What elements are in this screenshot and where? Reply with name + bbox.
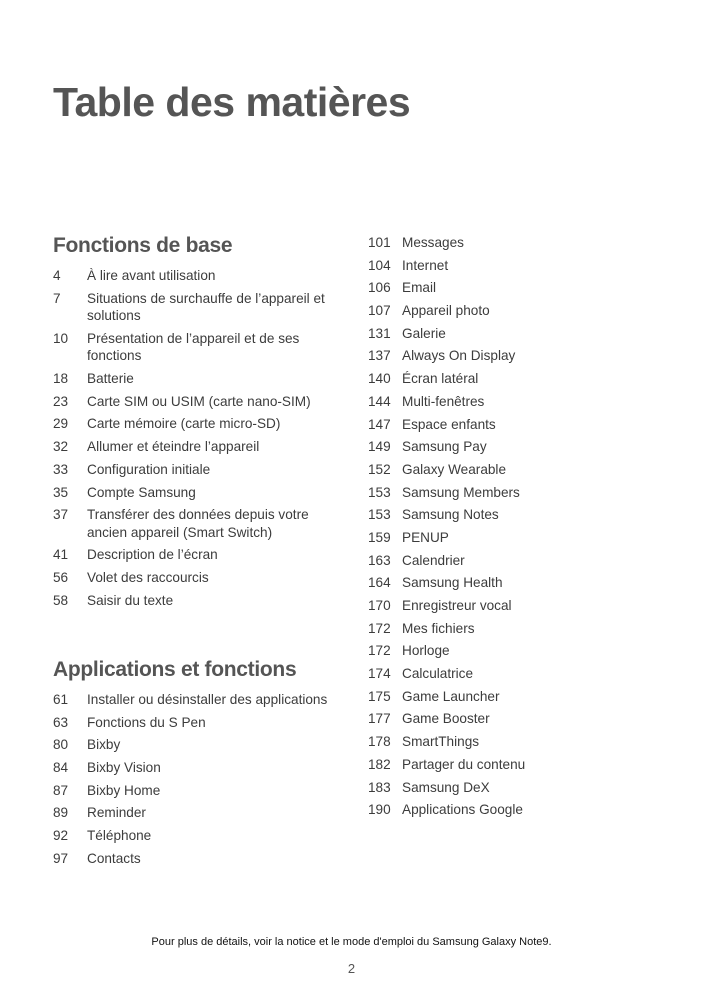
- toc-page-number: 10: [53, 330, 69, 346]
- toc-list-apps-continued: [368, 234, 668, 824]
- toc-entry-label: Carte SIM ou USIM (carte nano-SIM): [87, 393, 311, 409]
- toc-page-number: 152: [368, 461, 391, 477]
- toc-page-number: 104: [368, 257, 391, 273]
- toc-entry-label: Samsung Pay: [402, 439, 487, 455]
- toc-entry[interactable]: [53, 714, 343, 732]
- toc-page-number: 174: [368, 666, 391, 682]
- toc-page-number: 97: [53, 850, 69, 866]
- toc-entry-label: Horloge: [402, 643, 450, 659]
- toc-page-number: 177: [368, 711, 391, 727]
- toc-page-number: 37: [53, 507, 69, 523]
- toc-entry[interactable]: [53, 569, 343, 587]
- toc-entry-label: Samsung Members: [402, 484, 520, 500]
- toc-entry-label: Internet: [402, 257, 449, 273]
- toc-entry-label: Email: [402, 280, 436, 296]
- toc-entry[interactable]: [53, 438, 343, 456]
- toc-page-number: 144: [368, 393, 391, 409]
- toc-page-number: 183: [368, 779, 391, 795]
- toc-page-number: 35: [53, 484, 69, 500]
- toc-entry[interactable]: [368, 756, 668, 774]
- toc-entry[interactable]: [53, 782, 343, 800]
- toc-entry[interactable]: [368, 279, 668, 297]
- toc-entry[interactable]: [368, 416, 668, 434]
- toc-entry[interactable]: [368, 801, 668, 819]
- toc-entry[interactable]: [368, 393, 668, 411]
- toc-entry[interactable]: [53, 592, 343, 610]
- toc-entry[interactable]: [368, 552, 668, 570]
- toc-entry-label: Mes fichiers: [402, 620, 475, 636]
- toc-entry-label: Game Launcher: [402, 688, 500, 704]
- toc-entry[interactable]: [368, 733, 668, 751]
- toc-entry-label: Allumer et éteindre l’appareil: [87, 439, 260, 455]
- toc-page-number: 153: [368, 484, 391, 500]
- toc-page-number: 61: [53, 692, 69, 707]
- toc-entry[interactable]: [368, 234, 668, 252]
- toc-entry[interactable]: [368, 620, 668, 638]
- toc-page-number: 92: [53, 828, 69, 844]
- page-title: Table des matières: [53, 79, 411, 125]
- toc-entry[interactable]: [368, 665, 668, 683]
- toc-entry-label: Téléphone: [87, 828, 152, 844]
- toc-entry-label: Transférer des données depuis votre ancien appareil (Smart Switch): [87, 507, 309, 540]
- toc-entry-label: Configuration initiale: [87, 461, 211, 477]
- toc-page-number: 89: [53, 805, 69, 821]
- toc-entry-label: PENUP: [402, 529, 449, 545]
- toc-page-number: 18: [53, 371, 69, 387]
- toc-page-number: 106: [368, 280, 391, 296]
- toc-page-number: 149: [368, 439, 391, 455]
- toc-entry[interactable]: [368, 506, 668, 524]
- toc-page-number: 175: [368, 688, 391, 704]
- toc-entry[interactable]: [368, 642, 668, 660]
- toc-entry[interactable]: [53, 759, 343, 777]
- toc-entry[interactable]: [368, 347, 668, 365]
- toc-page-number: 101: [368, 235, 391, 250]
- toc-entry-label: Samsung Notes: [402, 507, 499, 523]
- toc-entry-label: Présentation de l’appareil et de ses fonctions: [87, 330, 300, 364]
- toc-entry[interactable]: [368, 710, 668, 728]
- toc-entry[interactable]: [53, 827, 343, 845]
- toc-page-number: 7: [53, 290, 61, 306]
- toc-entry-label: Partager du contenu: [402, 756, 526, 772]
- toc-entry-label: Volet des raccourcis: [87, 570, 209, 586]
- toc-entry-label: Description de l’écran: [87, 547, 218, 563]
- toc-entry[interactable]: [53, 546, 343, 564]
- toc-entry[interactable]: [53, 484, 343, 502]
- toc-entry-label: Always On Display: [402, 348, 516, 364]
- toc-entry-label: Saisir du texte: [87, 592, 174, 608]
- toc-page-number: 87: [53, 782, 69, 798]
- toc-entry[interactable]: [368, 325, 668, 343]
- toc-page-number: 33: [53, 461, 69, 477]
- toc-entry[interactable]: [368, 574, 668, 592]
- toc-entry-label: Galaxy Wearable: [402, 461, 507, 477]
- toc-entry[interactable]: [368, 597, 668, 615]
- toc-entry[interactable]: [368, 529, 668, 547]
- toc-entry[interactable]: [53, 691, 343, 709]
- toc-page-number: 147: [368, 416, 391, 432]
- toc-page-number: 190: [368, 802, 391, 818]
- toc-entry[interactable]: [368, 302, 668, 320]
- toc-entry[interactable]: [53, 393, 343, 411]
- toc-entry-label: Espace enfants: [402, 416, 496, 432]
- toc-entry[interactable]: [368, 688, 668, 706]
- toc-entry-label: Carte mémoire (carte micro-SD): [87, 416, 281, 432]
- page-number: 2: [347, 961, 356, 976]
- toc-page-number: 153: [368, 507, 391, 523]
- toc-entry[interactable]: [53, 290, 343, 325]
- toc-entry-label: Calendrier: [402, 552, 465, 568]
- toc-entry-label: Fonctions du S Pen: [87, 714, 206, 730]
- toc-entry-label: Compte Samsung: [87, 484, 196, 500]
- footnote: Pour plus de détails, voir la notice et le mode d'emploi du Samsung Galaxy Note9.: [151, 936, 552, 948]
- toc-page-number: 172: [368, 620, 391, 636]
- toc-entry[interactable]: [53, 267, 343, 285]
- toc-entry-label: Game Booster: [402, 711, 490, 727]
- toc-page-number: 137: [368, 348, 391, 364]
- toc-entry-label: Samsung DeX: [402, 779, 490, 795]
- toc-entry-label: À lire avant utilisation: [87, 268, 216, 283]
- toc-page-number: 178: [368, 734, 391, 750]
- toc-entry-label: SmartThings: [402, 734, 480, 750]
- section-heading-apps: Applications et fonctions: [53, 658, 297, 681]
- toc-list-apps: [53, 691, 343, 873]
- toc-entry[interactable]: [53, 461, 343, 479]
- toc-page-number: 163: [368, 552, 391, 568]
- toc-page-number: 164: [368, 575, 391, 591]
- toc-page-number: 170: [368, 598, 391, 613]
- toc-entry-label: Enregistreur vocal: [402, 598, 512, 613]
- toc-entry[interactable]: [53, 330, 343, 365]
- toc-entry[interactable]: [53, 506, 343, 541]
- toc-entry[interactable]: [368, 779, 668, 797]
- toc-entry-label: Galerie: [402, 325, 446, 341]
- toc-entry[interactable]: [53, 415, 343, 433]
- toc-page-number: 23: [53, 393, 69, 409]
- toc-entry-label: Bixby Vision: [87, 760, 161, 776]
- toc-entry[interactable]: [53, 804, 343, 822]
- toc-entry-label: Messages: [402, 235, 464, 250]
- toc-page-number: 29: [53, 416, 69, 432]
- toc-page-number: 41: [53, 547, 69, 563]
- toc-page-number: 56: [53, 570, 69, 586]
- toc-entry-label: Écran latéral: [402, 371, 479, 387]
- toc-page-number: 131: [368, 325, 391, 341]
- toc-entry[interactable]: [368, 370, 668, 388]
- toc-page-number: 32: [53, 439, 69, 455]
- section-heading-base: Fonctions de base: [53, 234, 233, 257]
- toc-entry-label: Bixby: [87, 737, 121, 753]
- toc-page-number: 63: [53, 714, 69, 730]
- toc-entry[interactable]: [368, 461, 668, 479]
- toc-entry-label: Samsung Health: [402, 575, 503, 591]
- toc-entry-label: Batterie: [87, 371, 134, 387]
- toc-page-number: 84: [53, 760, 69, 776]
- toc-entry[interactable]: [53, 370, 343, 388]
- toc-page-number: 58: [53, 592, 69, 608]
- toc-entry[interactable]: [53, 736, 343, 754]
- toc-entry[interactable]: [368, 438, 668, 456]
- toc-page-number: 172: [368, 643, 391, 659]
- toc-entry-label: Appareil photo: [402, 303, 490, 319]
- toc-entry-label: Installer ou désinstaller des applications: [87, 692, 328, 707]
- toc-page-number: 4: [53, 268, 61, 283]
- toc-entry-label: Multi-fenêtres: [402, 393, 485, 409]
- toc-entry-label: Calculatrice: [402, 666, 474, 682]
- toc-entry-label: Reminder: [87, 805, 146, 821]
- toc-entry-label: Contacts: [87, 850, 141, 866]
- toc-list-base: [53, 267, 343, 614]
- toc-entry[interactable]: [53, 850, 343, 868]
- toc-page-number: 140: [368, 371, 391, 387]
- toc-page-number: 159: [368, 529, 391, 545]
- toc-page-number: 80: [53, 737, 69, 753]
- toc-page-number: 182: [368, 756, 391, 772]
- toc-page-number: 107: [368, 303, 391, 319]
- toc-entry-label: Bixby Home: [87, 782, 161, 798]
- toc-entry-label: Applications Google: [402, 802, 523, 818]
- toc-entry[interactable]: [368, 257, 668, 275]
- toc-entry[interactable]: [368, 484, 668, 502]
- toc-entry-label: Situations de surchauffe de l’appareil et solutions: [87, 290, 325, 324]
